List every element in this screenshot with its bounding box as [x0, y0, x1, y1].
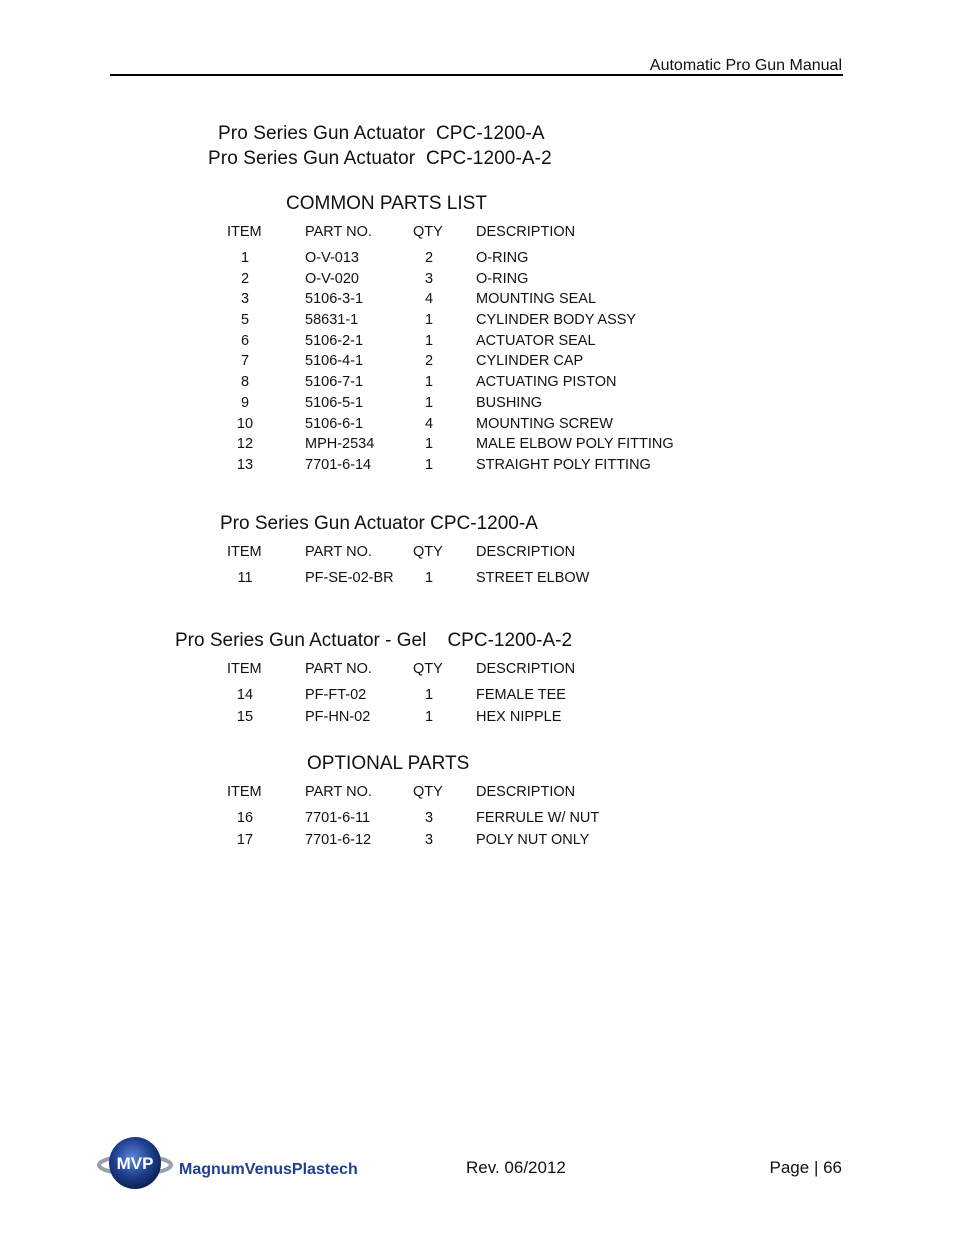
col-item-header: ITEM [227, 784, 262, 800]
item-number: 16 [236, 810, 254, 826]
item-number: 15 [236, 709, 254, 725]
cpc-1200-a-2-table [0, 661, 954, 730]
running-header-title: Automatic Pro Gun Manual [649, 57, 842, 74]
table-row [0, 312, 954, 333]
item-number: 7 [240, 353, 250, 370]
part-number: 5106-6-1 [305, 415, 364, 432]
item-number: 9 [240, 394, 250, 411]
quantity: 3 [424, 810, 434, 826]
item-number: 1 [240, 250, 250, 266]
description: POLY NUT ONLY [476, 832, 590, 848]
quantity: 3 [424, 832, 434, 848]
item-number: 12 [236, 436, 254, 453]
part-number: PF-HN-02 [305, 709, 371, 725]
description: HEX NIPPLE [476, 709, 562, 725]
item-number: 5 [240, 312, 250, 329]
description: BUSHING [476, 394, 543, 411]
table-header-row [0, 224, 954, 250]
part-number: 7701-6-12 [305, 832, 372, 848]
optional-parts-title: OPTIONAL PARTS [307, 753, 470, 774]
part-number: 5106-3-1 [305, 291, 364, 308]
quantity: 3 [424, 270, 434, 287]
logo-wordmark: MagnumVenusPlastech [179, 1161, 358, 1178]
company-logo [97, 1133, 397, 1193]
table-row [0, 395, 954, 416]
description: ACTUATING PISTON [476, 374, 617, 391]
description: FEMALE TEE [476, 687, 566, 703]
part-number: 5106-7-1 [305, 374, 364, 391]
table-row [0, 687, 954, 709]
table-header-row [0, 784, 954, 810]
item-number: 17 [236, 832, 254, 848]
table-row [0, 250, 954, 271]
col-desc-header: DESCRIPTION [476, 544, 576, 560]
item-number: 8 [240, 374, 250, 391]
table-row [0, 570, 954, 591]
col-qty-header: QTY [413, 224, 443, 240]
part-number: 5106-5-1 [305, 394, 364, 411]
description: CYLINDER CAP [476, 353, 584, 370]
description: STRAIGHT POLY FITTING [476, 456, 651, 473]
quantity: 1 [424, 374, 434, 391]
part-number: 7701-6-11 [305, 810, 371, 826]
item-number: 3 [240, 291, 250, 308]
part-number: PF-SE-02-BR [305, 570, 394, 586]
quantity: 1 [424, 687, 434, 703]
table-row [0, 810, 954, 832]
quantity: 4 [424, 291, 434, 308]
item-number: 11 [237, 570, 253, 586]
quantity: 1 [424, 570, 434, 586]
item-number: 14 [236, 687, 254, 703]
part-number: 5106-2-1 [305, 332, 364, 349]
part-number: O-V-020 [305, 270, 359, 287]
table-row [0, 353, 954, 374]
col-item-header: ITEM [227, 661, 262, 677]
page-number: Page | 66 [769, 1158, 842, 1177]
item-number: 2 [240, 270, 250, 287]
common-parts-table [0, 224, 954, 478]
table-row [0, 271, 954, 292]
quantity: 1 [424, 436, 434, 453]
part-number: O-V-013 [305, 250, 359, 266]
quantity: 1 [424, 456, 434, 473]
cpc-1200-a-table [0, 544, 954, 591]
part-number: MPH-2534 [305, 436, 375, 453]
header-rule [110, 74, 843, 76]
quantity: 1 [424, 394, 434, 411]
description: FERRULE W/ NUT [476, 810, 600, 826]
table-row [0, 832, 954, 853]
col-item-header: ITEM [227, 224, 262, 240]
cpc-1200-a-2-title: Pro Series Gun Actuator - Gel CPC-1200-A-2 [175, 630, 573, 651]
col-qty-header: QTY [413, 661, 443, 677]
col-desc-header: DESCRIPTION [476, 224, 576, 240]
col-desc-header: DESCRIPTION [476, 661, 576, 677]
table-row [0, 416, 954, 437]
quantity: 1 [424, 332, 434, 349]
table-row [0, 436, 954, 457]
page-title-line-2: Pro Series Gun Actuator CPC-1200-A-2 [208, 148, 552, 169]
part-number: PF-FT-02 [305, 687, 367, 703]
col-qty-header: QTY [413, 784, 443, 800]
optional-parts-table [0, 784, 954, 853]
quantity: 4 [424, 415, 434, 432]
logo-badge-text: MVP [116, 1154, 154, 1173]
part-number: 58631-1 [305, 312, 359, 329]
col-part-header: PART NO. [305, 224, 372, 240]
description: O-RING [476, 250, 529, 266]
col-item-header: ITEM [227, 544, 262, 560]
quantity: 2 [424, 353, 434, 370]
page-title-line-1: Pro Series Gun Actuator CPC-1200-A [218, 123, 545, 144]
part-number: 5106-4-1 [305, 353, 364, 370]
description: STREET ELBOW [476, 570, 590, 586]
item-number: 10 [236, 415, 254, 432]
description: MOUNTING SEAL [476, 291, 597, 308]
col-part-header: PART NO. [305, 784, 372, 800]
table-row [0, 291, 954, 312]
table-row [0, 374, 954, 395]
quantity: 2 [424, 250, 434, 266]
item-number: 6 [240, 332, 250, 349]
table-row [0, 709, 954, 730]
table-row [0, 333, 954, 354]
description: MOUNTING SCREW [476, 415, 613, 432]
description: MALE ELBOW POLY FITTING [476, 436, 674, 453]
common-parts-title: COMMON PARTS LIST [286, 193, 487, 214]
table-row [0, 457, 954, 478]
table-header-row [0, 661, 954, 687]
description: O-RING [476, 270, 529, 287]
quantity: 1 [424, 709, 434, 725]
quantity: 1 [424, 312, 434, 329]
part-number: 7701-6-14 [305, 456, 372, 473]
table-header-row [0, 544, 954, 570]
description: CYLINDER BODY ASSY [476, 312, 637, 329]
cpc-1200-a-title: Pro Series Gun Actuator CPC-1200-A [220, 513, 538, 534]
col-desc-header: DESCRIPTION [476, 784, 576, 800]
col-qty-header: QTY [413, 544, 443, 560]
col-part-header: PART NO. [305, 661, 372, 677]
description: ACTUATOR SEAL [476, 332, 596, 349]
col-part-header: PART NO. [305, 544, 372, 560]
revision-date: Rev. 06/2012 [466, 1158, 566, 1177]
item-number: 13 [236, 456, 254, 473]
